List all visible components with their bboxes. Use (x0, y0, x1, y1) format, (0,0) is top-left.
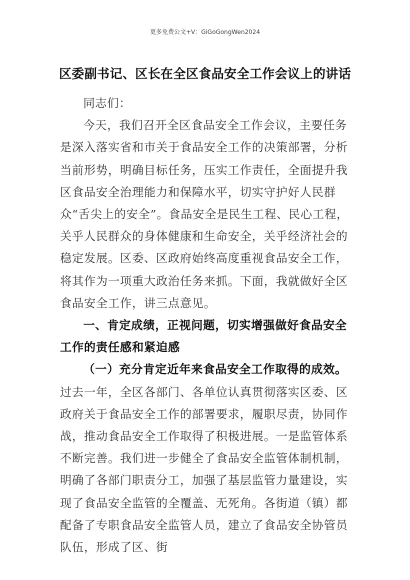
document-body (60, 92, 350, 558)
document-title: 区委副书记、区长在全区食品安全工作会议上的讲话 (58, 66, 352, 81)
subsection-text-1: 过去一年，全区各部门、各单位认真贯彻落实区委、区政府关于食品安全工作的部署要求，履职尽责，协同作战，推动食品安全工作取得了积极进展。一是监管体系不断完善。我们进一步健全了食品安全监管体制机制，明确了各部门职责分工，加强了基层监管力量建设，实现了食品安全监管的全覆盖、无死角。各街道（镇）都配备了专职食品安全监管人员，建立了食品安全协管员队伍，形成了区、街 (60, 384, 348, 555)
salutation: 同志们： (83, 96, 132, 110)
subsection-title-1: （一）充分肯定近年来食品安全工作取得的成效。 (83, 362, 348, 377)
paragraph-intro: 今天，我们召开全区食品安全工作会议，主要任务是深入落实省和市关于食品安全工作的决策部署，分析当前形势，明确目标任务，压实工作责任，全面提升我区食品安全治理能力和保障水平，切实守护好人民群众“舌尖上的安全”。食品安全是民生工程、民心工程，关乎人民群众的身体健康和生命安全，关乎经济社会的稳定发展。区委、区政府始终高度重视食品安全工作，将其作为一项重大政治任务来抓。下面，我就做好全区食品安全工作，讲三点意见。 (60, 118, 349, 310)
section-heading-1: 一、肯定成绩，正视问题，切实增强做好食品安全工作的责任感和紧迫感 (60, 318, 348, 355)
paragraph-section-1-1 (60, 358, 350, 558)
header-note: 更多免费公文+V：GiGoGongWen2024 (149, 29, 261, 36)
